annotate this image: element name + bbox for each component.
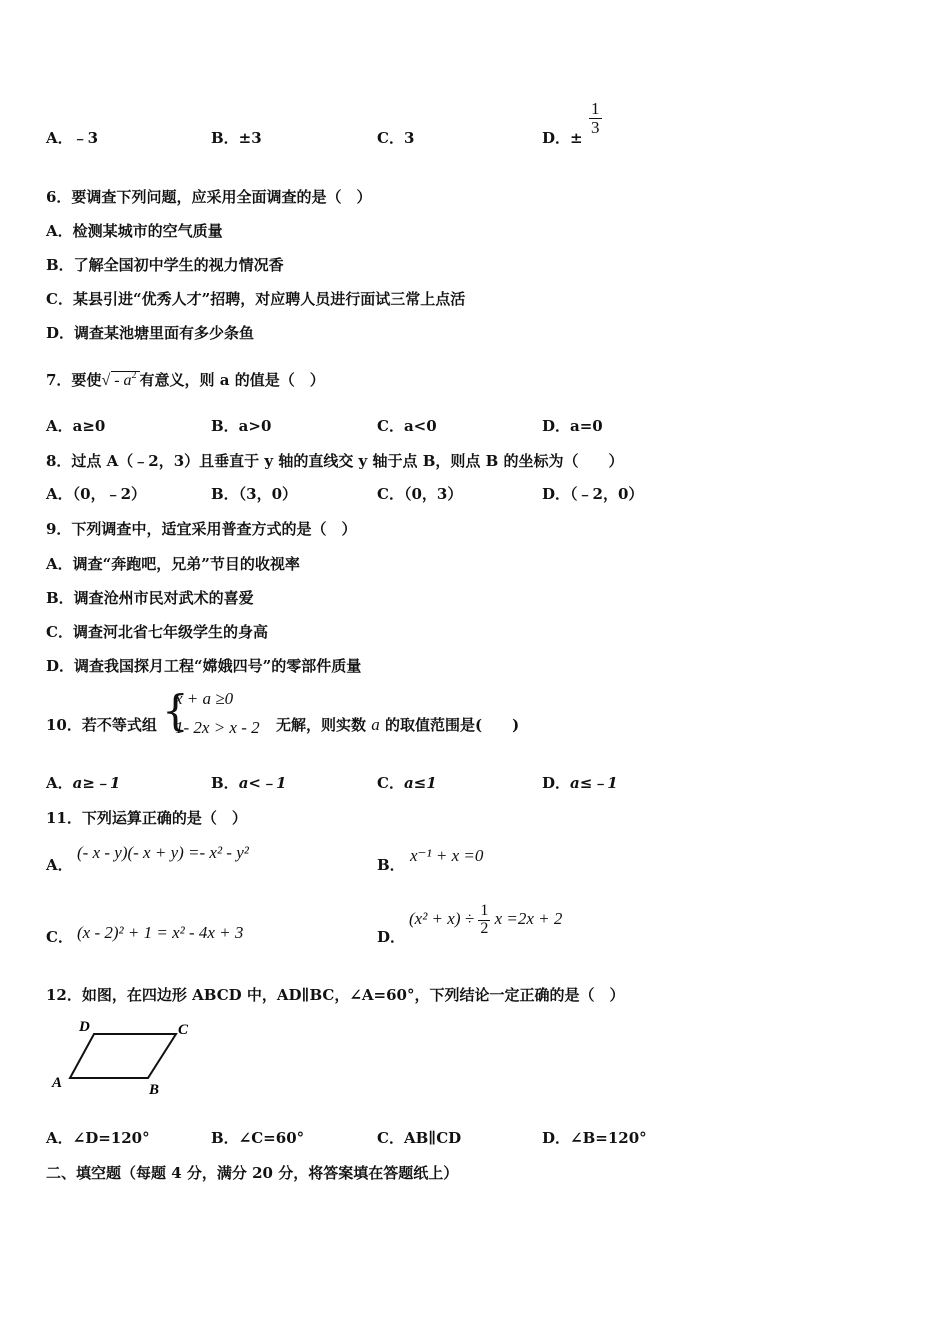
q12-parallelogram-figure: [48, 1014, 208, 1100]
q11-option-d-label: D．: [377, 928, 406, 946]
q7-option-b: B．a>0: [211, 417, 272, 435]
q10-option-a: A．a≥﹣1: [46, 774, 121, 792]
q12-option-a: A．∠D=120°: [46, 1129, 150, 1147]
q6-option-c: C．某县引进“优秀人才”招聘，对应聘人员进行面试三常上点活: [46, 290, 466, 308]
q9-stem: 9．下列调查中，适宜采用普查方式的是（ ）: [46, 520, 357, 538]
q10-stem-post: 无解，则实数 a 的取值范围是( ): [276, 715, 520, 734]
vertex-label-c: C: [178, 1022, 189, 1038]
q11-option-b-label: B．: [377, 856, 405, 874]
q5-option-b: B．±3: [211, 129, 262, 147]
section-2-heading: 二、填空题（每题 4 分，满分 20 分，将答案填在答题纸上）: [46, 1164, 459, 1182]
q10-brace: {: [162, 686, 189, 735]
q5-option-d: D．±: [542, 129, 583, 147]
q12-option-c: C．AB∥CD: [377, 1129, 462, 1147]
q8-option-b: B．（3，0）: [211, 485, 298, 503]
q8-stem: 8．过点 A（﹣2，3）且垂直于 y 轴的直线交 y 轴于点 B，则点 B 的坐标为（ ）: [46, 452, 624, 470]
q11-option-b-expr: x⁻¹ + x =0: [410, 846, 484, 865]
q7-option-c: C．a<0: [377, 417, 437, 435]
vertex-label-b: B: [149, 1082, 160, 1098]
q5-option-d-fraction: $\frac{1}{3}$: [591, 99, 600, 137]
q7-option-a: A．a≥0: [46, 417, 106, 435]
q9-option-a: A．调查“奔跑吧，兄弟”节目的收视率: [46, 555, 300, 573]
q10-stem-pre: 10．若不等式组: [46, 716, 157, 734]
q6-option-a: A．检测某城市的空气质量: [46, 222, 223, 240]
q9-option-c: C．调查河北省七年级学生的身高: [46, 623, 268, 641]
q10-option-b: B．a<﹣1: [211, 774, 287, 792]
q11-option-a-label: A．: [46, 856, 73, 874]
q12-option-b: B．∠C=60°: [211, 1129, 305, 1147]
q11-option-c-label: C．: [46, 928, 73, 946]
q11-stem: 11．下列运算正确的是（ ）: [46, 809, 247, 827]
q8-option-c: C．（0，3）: [377, 485, 463, 503]
vertex-label-d: D: [79, 1019, 90, 1035]
vertex-label-a: A: [52, 1075, 63, 1091]
q12-option-d: D．∠B=120°: [542, 1129, 647, 1147]
q10-inequality-1: x + a ≥0: [175, 689, 234, 708]
q11-option-d-expr: (x² + x) ÷ $\frac{1}{2}$ x =2x + 2: [409, 902, 563, 937]
q10-option-d: D．a≤﹣1: [542, 774, 618, 792]
q10-inequality-2: 1- 2x > x - 2: [175, 718, 260, 737]
q12-stem: 12．如图，在四边形 ABCD 中，AD∥BC，∠A=60°，下列结论一定正确的是（ ）: [46, 986, 625, 1004]
q6-option-b: B．了解全国初中学生的视力情况香: [46, 256, 284, 274]
q5-option-c: C．3: [377, 129, 415, 147]
q9-option-b: B．调查沧州市民对武术的喜爱: [46, 589, 254, 607]
q7-stem: 7．要使√ - $a^2$ 有意义，则 a 的值是（ ）: [46, 370, 325, 389]
q11-option-a-expr: (- x - y)(- x + y) =- x² - y²: [77, 843, 249, 862]
q8-option-d: D．（﹣2，0）: [542, 485, 644, 503]
q8-option-a: A．（0，﹣2）: [46, 485, 147, 503]
q6-option-d: D．调查某池塘里面有多少条鱼: [46, 324, 255, 342]
q11-option-c-expr: (x - 2)² + 1 = x² - 4x + 3: [77, 923, 244, 942]
q9-option-d: D．调查我国探月工程“嫦娥四号”的零部件质量: [46, 657, 362, 675]
q5-option-a: A．﹣3: [46, 129, 99, 147]
q10-option-c: C．a≤1: [377, 774, 437, 792]
q6-stem: 6．要调查下列问题，应采用全面调查的是（ ）: [46, 188, 372, 206]
parallelogram-abcd: [70, 1034, 176, 1078]
q7-option-d: D．a=0: [542, 417, 603, 435]
